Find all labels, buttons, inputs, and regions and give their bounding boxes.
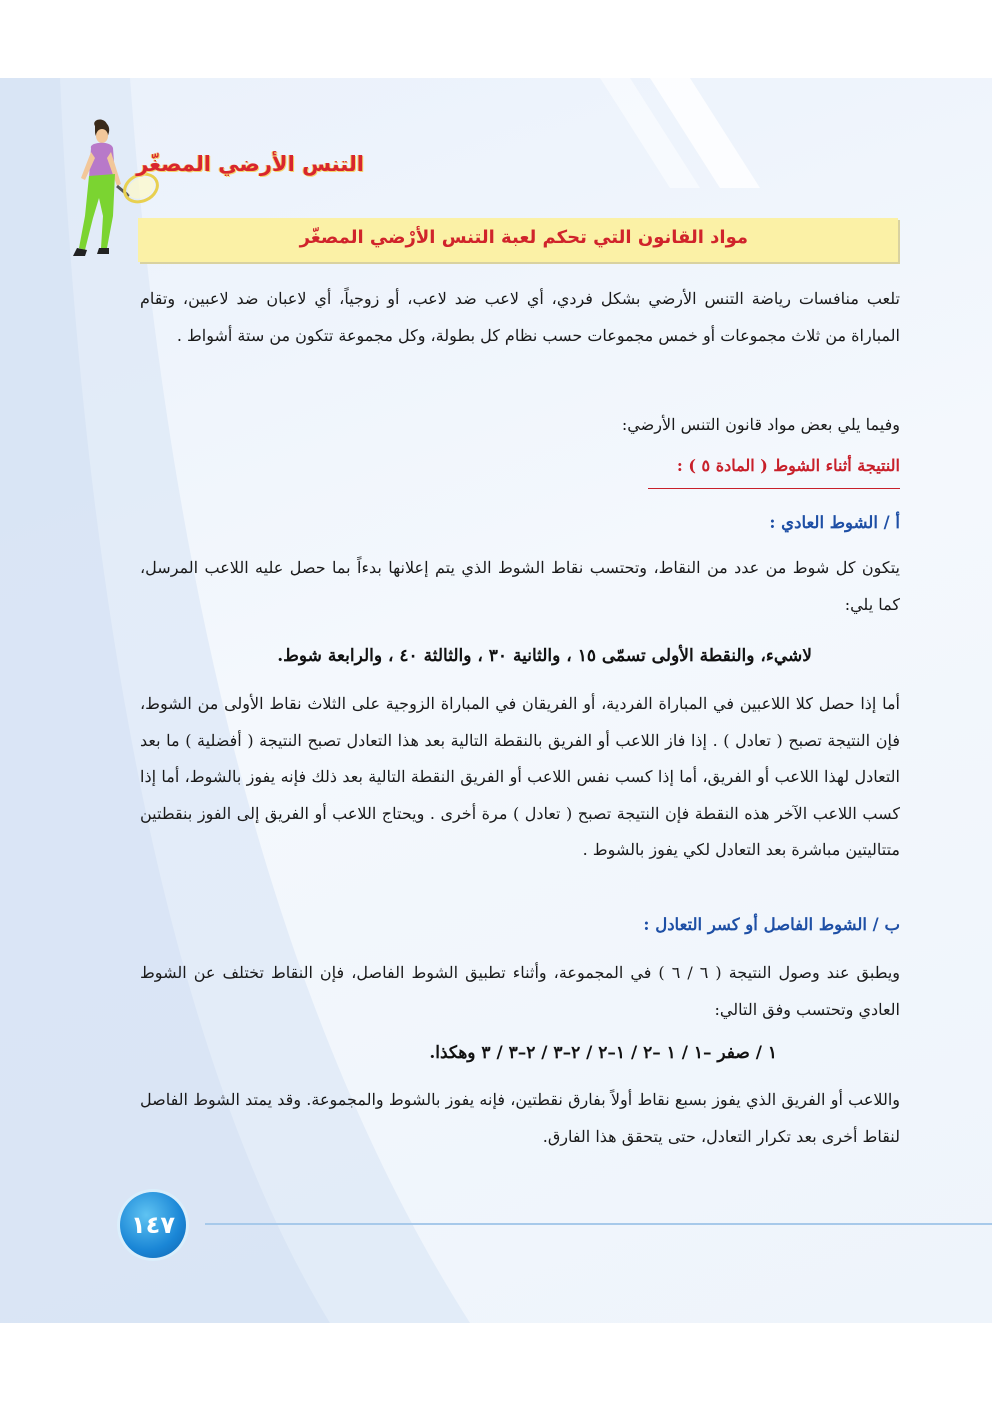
footer-rule [205, 1223, 992, 1225]
normal-game-heading: أ / الشوط العادي : [769, 513, 900, 532]
page-number-badge: ١٤٧ [120, 1192, 186, 1258]
intro-paragraph: تلعب منافسات رياضة التنس الأرضي بشكل فردي، أي لاعب ضد لاعب، أو زوجياً، أي لاعبان ضد لاعبين، وتقام المباراة من ثلاث مجموعات أو خمس مجموعات حسب نظام كل بطولة، وكل مجموعة تتكون من ستة أشواط . [140, 289, 900, 345]
banner-title: مواد القانون التي تحكم لعبة التنس الأرْضي المصغّر [299, 227, 748, 248]
tiebreak-paragraph: ويطبق عند وصول النتيجة ( ٦ / ٦ ) في المجموعة، وأثناء تطبيق الشوط الفاصل، فإن النقاط تختلف عن الشوط العادي وتحتسب وفق التالي: [140, 963, 901, 1019]
intro-lead-in: وفيما يلي بعض مواد قانون التنس الأرضي: [621, 415, 900, 434]
tiebreak-closing-paragraph: واللاعب أو الفريق الذي يفوز بسبع نقاط أولاً بفارق نقطتين، فإنه يفوز بالشوط والمجموعة. وقد يمتد الشوط الفاصل لنقاط أخرى بعد تكرار التعادل، حتى يتحقق هذا الفارق. [140, 1090, 900, 1146]
section-banner [138, 218, 898, 262]
score-section-heading: النتيجة أثناء الشوط ( المادة ٥ ) : [648, 456, 900, 489]
normal-scoring-line: لاشيء، والنقطة الأولى تسمّى ١٥ ، والثانية ٣٠ ، والثالثة ٤٠ ، والرابعة شوط. [277, 646, 812, 666]
tiebreak-heading: ب / الشوط الفاصل أو كسر التعادل : [643, 915, 900, 934]
tiebreak-scoring-line: ١ / صفر –١ / ١ –٢ / ١–٢ / ٢–٣ / ٢–٣ / ٣ وهكذا. [429, 1043, 777, 1063]
chapter-title: التنس الأرضي المصغّر [136, 152, 364, 176]
deuce-paragraph: أما إذا حصل كلا اللاعبين في المباراة الفردية، أو الفريقان في المباراة الزوجية على الثلاث نقاط الأولى من الشوط، فإن النتيجة تصبح ( تعادل ) . إذا فاز اللاعب أو الفريق بالنقطة التالية بعد هذا التعادل تصبح النتيجة ( أفضلية ) ما بعد التعادل لهذا اللاعب أو الفريق، أما إذا كسب نفس اللاعب أو الفريق النقطة التالية بعد ذلك فإنه يفوز بالشوط، أما إذا كسب اللاعب الآخر هذه النقطة فإن النتيجة تصبح ( تعادل ) مرة أخرى . ويحتاج اللاعب أو الفريق إلى الفوز بنقطتين متتاليتين مباشرة بعد التعادل لكي يفوز بالشوط . [140, 694, 900, 859]
normal-game-paragraph: يتكون كل شوط من عدد من النقاط، وتحتسب نقاط الشوط الذي يتم إعلانها بدءاً بما حصل عليه اللاعب المرسل، كما يلي: [140, 558, 900, 614]
